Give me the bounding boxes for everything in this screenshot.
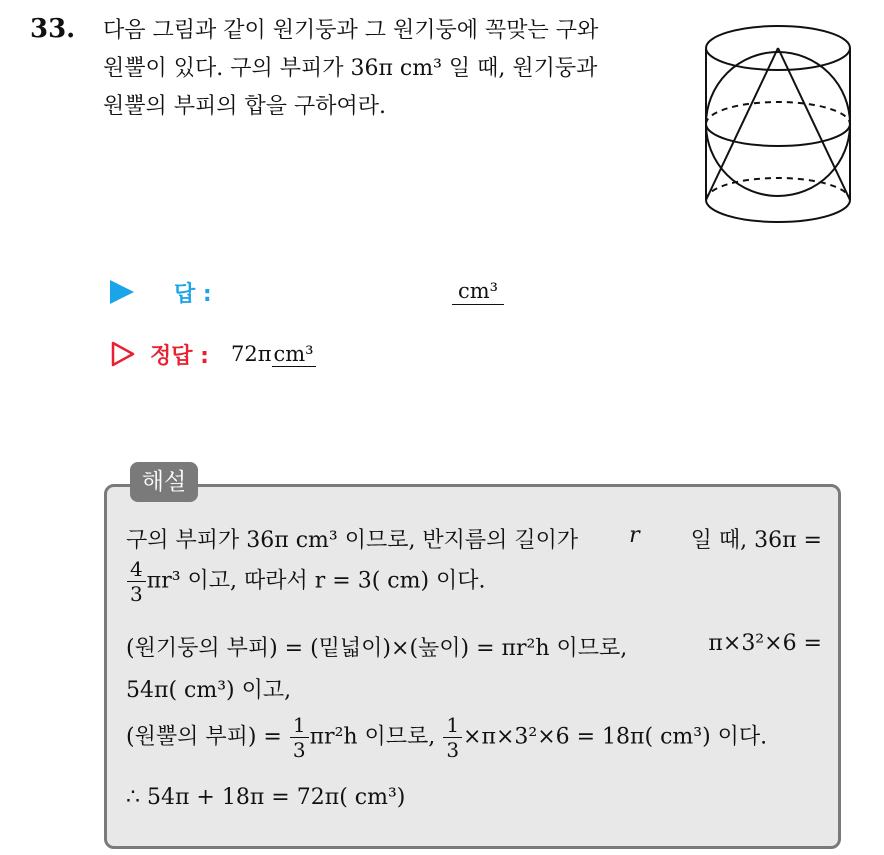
question-line: 원뿔이 있다. 구의 부피가 36π cm³ 일 때, 원기둥과 bbox=[103, 56, 598, 81]
solution-line-3 bbox=[126, 631, 822, 662]
solution-line-6: ∴ 54π + 18π = 72π( cm³) bbox=[126, 785, 406, 810]
question-text bbox=[103, 12, 673, 126]
correct-answer-row bbox=[110, 337, 316, 371]
answer-label: 답 : bbox=[174, 281, 212, 307]
solution-line-5 bbox=[126, 713, 767, 762]
question-line: 원뿔의 부피의 합을 구하여라. bbox=[103, 94, 386, 119]
solution-text: (원기둥의 부피) = (밑넓이)×(높이) = πr²h 이므로, bbox=[126, 636, 628, 661]
correct-answer-number: 72π bbox=[230, 342, 272, 366]
correct-answer-unit: cm³ bbox=[273, 342, 314, 366]
fraction-4-3: $\frac{4}{3}$ bbox=[127, 557, 146, 606]
solution-tab: 해설 bbox=[130, 462, 198, 502]
question-number: 33. bbox=[30, 14, 76, 44]
cone-right-edge bbox=[778, 48, 850, 200]
solution-line-1 bbox=[126, 523, 822, 554]
cone-left-edge bbox=[706, 48, 778, 200]
solution-text: (원뿔의 부피) = bbox=[126, 724, 282, 750]
cylinder-bottom-front bbox=[706, 200, 850, 222]
solution-line-4: 54π( cm³) 이고, bbox=[126, 678, 292, 703]
question-line: 다음 그림과 같이 원기둥과 그 원기둥에 꼭맞는 구와 bbox=[103, 18, 599, 43]
sphere-equator-front bbox=[706, 124, 850, 146]
correct-answer-label: 정답 : bbox=[150, 343, 209, 369]
play-icon bbox=[110, 280, 134, 304]
answer-row bbox=[110, 275, 212, 309]
solution-text: πr³ 이고, 따라서 r = 3( cm) 이다. bbox=[146, 568, 486, 594]
sphere-outline bbox=[706, 52, 850, 196]
cylinder-sphere-cone-figure bbox=[700, 18, 860, 230]
answer-input[interactable]: cm³ bbox=[452, 278, 504, 305]
sphere-equator-back bbox=[706, 102, 850, 124]
fraction-1-3: $\frac{1}{3}$ bbox=[443, 713, 462, 762]
solution-line-2 bbox=[126, 557, 486, 606]
solution-text: 일 때, 36π = bbox=[690, 528, 822, 553]
solution-text: πr²h 이므로, bbox=[309, 724, 436, 750]
fraction-1-3: $\frac{1}{3}$ bbox=[290, 713, 309, 762]
solution-text: ×π×3²×6 = 18π( cm³) 이다. bbox=[463, 724, 768, 750]
solution-text: π×3²×6 = bbox=[708, 631, 822, 656]
solution-text: 구의 부피가 36π cm³ 이므로, 반지름의 길이가 bbox=[126, 528, 579, 553]
correct-answer-value bbox=[231, 342, 316, 366]
solution-var-r: r bbox=[629, 523, 640, 548]
triangle-outline-icon bbox=[110, 341, 136, 367]
